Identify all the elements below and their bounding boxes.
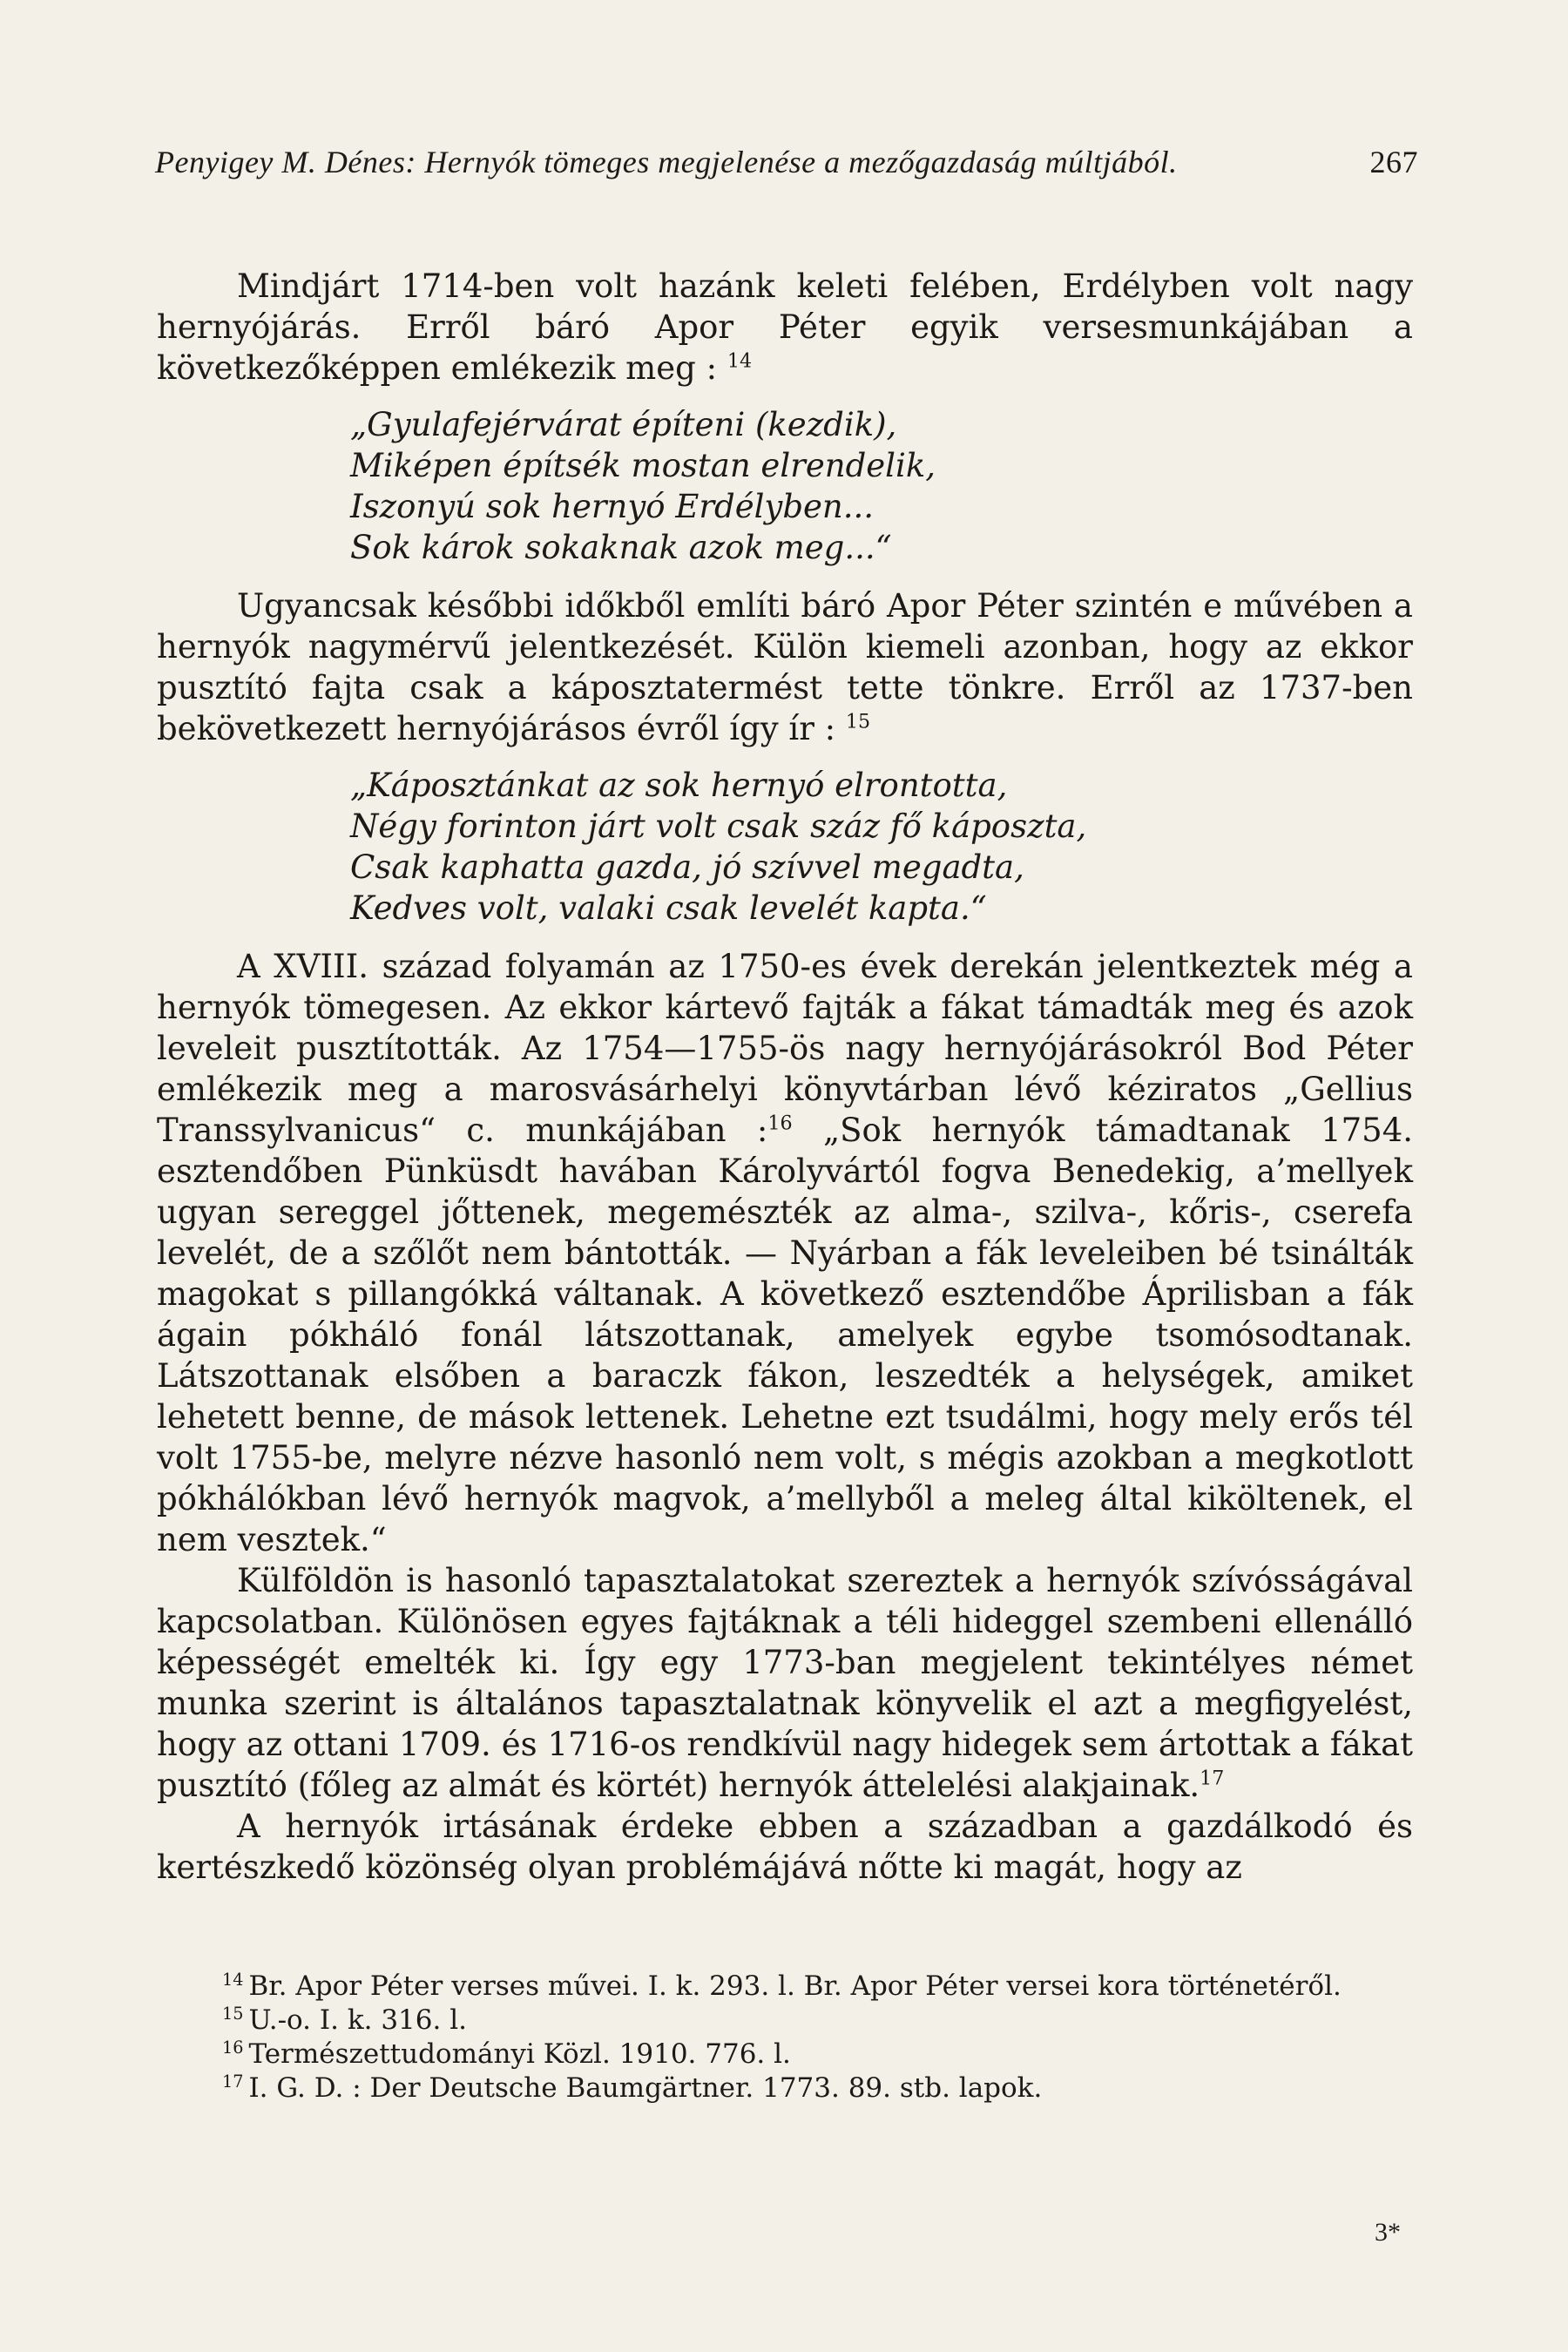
paragraph-3-quote: „Sok hernyók támadtanak 1754. esztendőben Pünküsdt havában Károlyvártól fogva Benedekig, a’mellyek ugyan sereggel jőttenek, megemészték az alma-, szilva-, kőris-, cserefa levelét, de a szőlőt nem bántották. — Nyárban a fák leveleiben bé tsinálták magokat s pillangókká váltanak. A következő esztendőbe Áprilisban a fák ágain pókháló fonál látszottanak, amelyek egybe tsomósodtanak. Látszottanak elsőben a baraczk fákon, leszedték a helységek, amiket lehetett benne, de mások lettenek. Lehetne ezt tsudálmi, hogy mely erős tél volt 1755-be, melyre nézve hasonló nem volt, s mégis azokban a megkotlott pókhálókban lévő hernyók magvok, a’mellyből a meleg által kiköltenek, el nem vesztek.“ — [157, 1112, 1414, 1558]
verse-line: Iszonyú sok hernyó Erdélyben... — [350, 488, 875, 525]
paragraph-3-text-a: A XVIII. század folyamán az 1750-es évek derekán jelentkeztek még a hernyók tömegesen. Az ekkor kártevő fajták a fákat támadták meg és azok leveleit pusztították. Az 1754—1755-ös nagy hernyójárásokról Bod Péter emlékezik meg a marosvásárhelyi könyvtárban lévő kéziratos „Gellius Transsylvanicus“ c. munkájában : — [157, 948, 1413, 1149]
verse-line: Csak kaphatta gazda, jó szívvel megadta, — [350, 848, 1024, 886]
footnote-ref-15: 15 — [845, 710, 871, 733]
page-number: 267 — [1369, 145, 1418, 179]
verse-line: Miképen építsék mostan elrendelik, — [350, 447, 936, 484]
verse-line: „Káposztánkat az sok hernyó elrontotta, — [350, 767, 1008, 804]
verse-line: Négy forinton járt volt csak száz fő káposzta, — [350, 808, 1087, 845]
verse-line: Kedves volt, valaki csak levelét kapta.“ — [350, 889, 987, 927]
paragraph-1-text: Mindjárt 1714-ben volt hazánk keleti felében, Erdélyben volt nagy hernyójárás. Erről báró Apor Péter egyik versesmunkájában a következőképpen emlékezik meg : — [157, 267, 1413, 387]
paragraph-5 — [157, 1806, 1413, 1888]
verse-quote-2 — [350, 765, 1413, 929]
body-text — [157, 266, 1413, 1888]
paragraph-4-text: Külföldön is hasonló tapasztalatokat szereztek a hernyók szívósságával kapcsolatban. Különösen egyes fajtáknak a téli hideggel szembeni ellenálló képességét emelték ki. Így egy 1773-ban megjelent tekintélyes német munka szerint is általános tapasztalatnak könyvelik el azt a megfigyelést, hogy az ottani 1709. és 1716-os rendkívül nagy hidegek sem ártottak a fákat pusztító (főleg az almát és körtét) hernyók áttelelési alakjainak. — [157, 1562, 1413, 1804]
footnote-number: 16 — [222, 2037, 244, 2058]
footnote-number: 17 — [222, 2071, 244, 2092]
paragraph-1 — [157, 266, 1413, 389]
footnote-16 — [157, 2038, 1413, 2071]
footnote-text: Br. Apor Péter verses művei. I. k. 293. l. Br. Apor Péter versei kora történetéről. — [248, 1970, 1342, 2002]
paragraph-2 — [157, 585, 1413, 749]
verse-line: Sok károk sokaknak azok meg...“ — [350, 529, 892, 566]
paragraph-5-text: A hernyók irtásának érdeke ebben a században a gazdálkodó és kertészkedő közönség olyan problémájává nőtte ki magát, hogy az — [157, 1808, 1413, 1886]
header-title: Penyigey M. Dénes: Hernyók tömeges megjelenése a mezőgazdaság múltjából. — [155, 145, 1178, 179]
paragraph-4 — [157, 1560, 1413, 1806]
paragraph-3 — [157, 946, 1413, 1560]
signature-mark: 3* — [1375, 2218, 1401, 2247]
footnote-text: Természettudományi Közl. 1910. 776. l. — [248, 2038, 791, 2070]
footnote-ref-16: 16 — [767, 1112, 793, 1135]
footnote-text: I. G. D. : Der Deutsche Baumgärtner. 1773. 89. stb. lapok. — [248, 2072, 1043, 2104]
verse-line: „Gyulafejérvárat építeni (kezdik), — [350, 406, 897, 443]
footnotes — [157, 1970, 1413, 2106]
footnote-ref-17: 17 — [1200, 1767, 1225, 1790]
footnote-14 — [157, 1970, 1413, 2003]
footnote-number: 14 — [222, 1969, 244, 1990]
paragraph-2-text: Ugyancsak későbbi időkből említi báró Apor Péter szintén e művében a hernyók nagymérvű jelentkezését. Külön kiemeli azonban, hogy az ekkor pusztító fajta csak a káposztatermést tette tönkre. Erről az 1737-ben bekövetkezett hernyójárásos évről így ír : — [157, 587, 1413, 747]
footnote-ref-14: 14 — [727, 349, 753, 373]
footnote-text: U.-o. I. k. 316. l. — [248, 2004, 467, 2036]
footnote-number: 15 — [222, 2003, 244, 2024]
footnote-15 — [157, 2004, 1413, 2037]
verse-quote-1 — [350, 404, 1413, 568]
footnote-17 — [157, 2072, 1413, 2105]
running-header — [155, 144, 1418, 180]
